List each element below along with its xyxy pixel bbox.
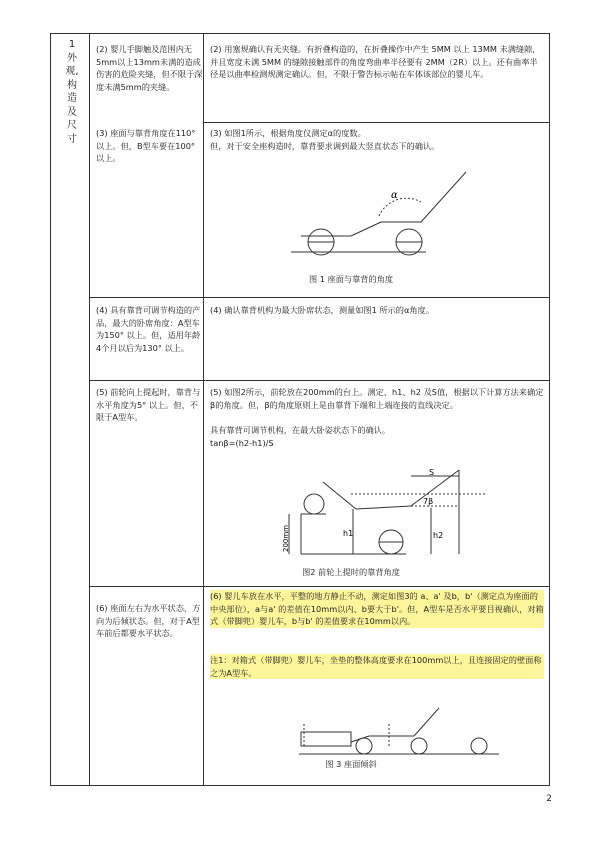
row-divider xyxy=(89,297,549,298)
figure1-caption: 图 1 座面与靠背的角度 xyxy=(308,274,394,284)
row3-requirement: (3) 座面与靠背角度在110° 以上。但，B型车要在100° 以上。 xyxy=(96,128,196,164)
row5-method-line1: (5) 如图2所示，前轮放在200mm的台上。测定、h1、h2 及S值，根据以下计算方法来确定β的角度。但，β的角度原则上是由靠背下端和上端连接的直线决定。 xyxy=(210,387,544,410)
page-number: 2 xyxy=(546,794,552,804)
row-divider xyxy=(203,122,549,123)
row3-method-line1: (3) 如图1所示，根据角度仪测定α的度数。 xyxy=(210,128,366,138)
figure2-s-label: S xyxy=(429,468,435,477)
row4-requirement: (4) 具有靠背可调节构造的产品，最大的卧席角度：A型车为150° 以上。但，适用年龄4个月以后为130° 以上。 xyxy=(96,305,201,353)
row5-formula: tanβ=(h2-h1)/S xyxy=(210,438,274,448)
row5-method-line2: 具有靠背可调节机构，在最大卧姿状态下的确认。 xyxy=(210,425,391,435)
figure2-beta-label: 7β xyxy=(423,497,434,506)
figure3-caption: 图 3 座面倾斜 xyxy=(325,759,377,769)
row6-method-line1: (6) 婴儿车放在水平，平整的地方静止不动，测定如图3的 a、a' 及b，b'（测定点为座面的中央部位），a与a' 的差值在10mm以内、b要大于b'。但，A型车是否水平要目视确认，对箱式（带脚兜）婴儿车，b与b' 的差值要求在10mm以内。 xyxy=(210,591,544,627)
row2-method: (2) 用塞规确认有无夹缝。有折叠构造的，在折叠操作中产生 5MM 以上 13MM 未满缝隙，并且宽度未满 5MM 的缝隙接触部件的角度弯曲率半径要有 2MM（2R）以上。还有曲率半径是以曲率检测规测定确认。但，不限于警告标示帖在车体该部位的婴儿车。 xyxy=(210,44,541,80)
figure3-seat-tilt xyxy=(289,704,509,759)
figure2-200mm-label: 200mm xyxy=(282,525,290,552)
figure2-h2-label: h2 xyxy=(433,531,444,540)
row2-requirement: (2) 婴儿手脚触及范围内无5mm以上13mm未满的造成伤害的危险夹缝，但不限于深度未满5mm的夹缝。 xyxy=(96,44,203,92)
row6-method-note: 注1：对箱式（带脚兜）婴儿车，坐垫的整体高度要求在100mm以上，且连接固定的壁面称之为A型车。 xyxy=(210,654,544,679)
section-label: 1外观,构造及尺寸 xyxy=(65,39,79,145)
row3-method-line2: 但，对于安全座构造时，靠背要求调到最大竖直状态下的确认。 xyxy=(210,141,440,151)
figure2-caption: 图2 前轮上提时的靠背角度 xyxy=(302,567,400,577)
spec-table xyxy=(50,33,550,786)
figure2-h1-label: h1 xyxy=(343,529,354,538)
row5-requirement: (5) 前轮向上提起时，靠背与水平角度为5° 以上。但，不限于A型车。 xyxy=(96,387,201,423)
row4-method: (4) 确认靠背机构为最大卧席状态，测量如图1 所示的α角度。 xyxy=(210,305,434,315)
figure1-alpha-label: α xyxy=(391,190,398,201)
figure1-seat-back-angle xyxy=(281,164,501,264)
row6-requirement: (6) 座面左右为水平状态，方向为后倾状态。但，对于A型车前后都要水平状态。 xyxy=(96,603,201,639)
figure2-front-wheel-raised xyxy=(281,464,501,564)
row-divider xyxy=(89,380,549,381)
row-divider xyxy=(89,586,549,587)
column-divider-1 xyxy=(89,34,90,785)
